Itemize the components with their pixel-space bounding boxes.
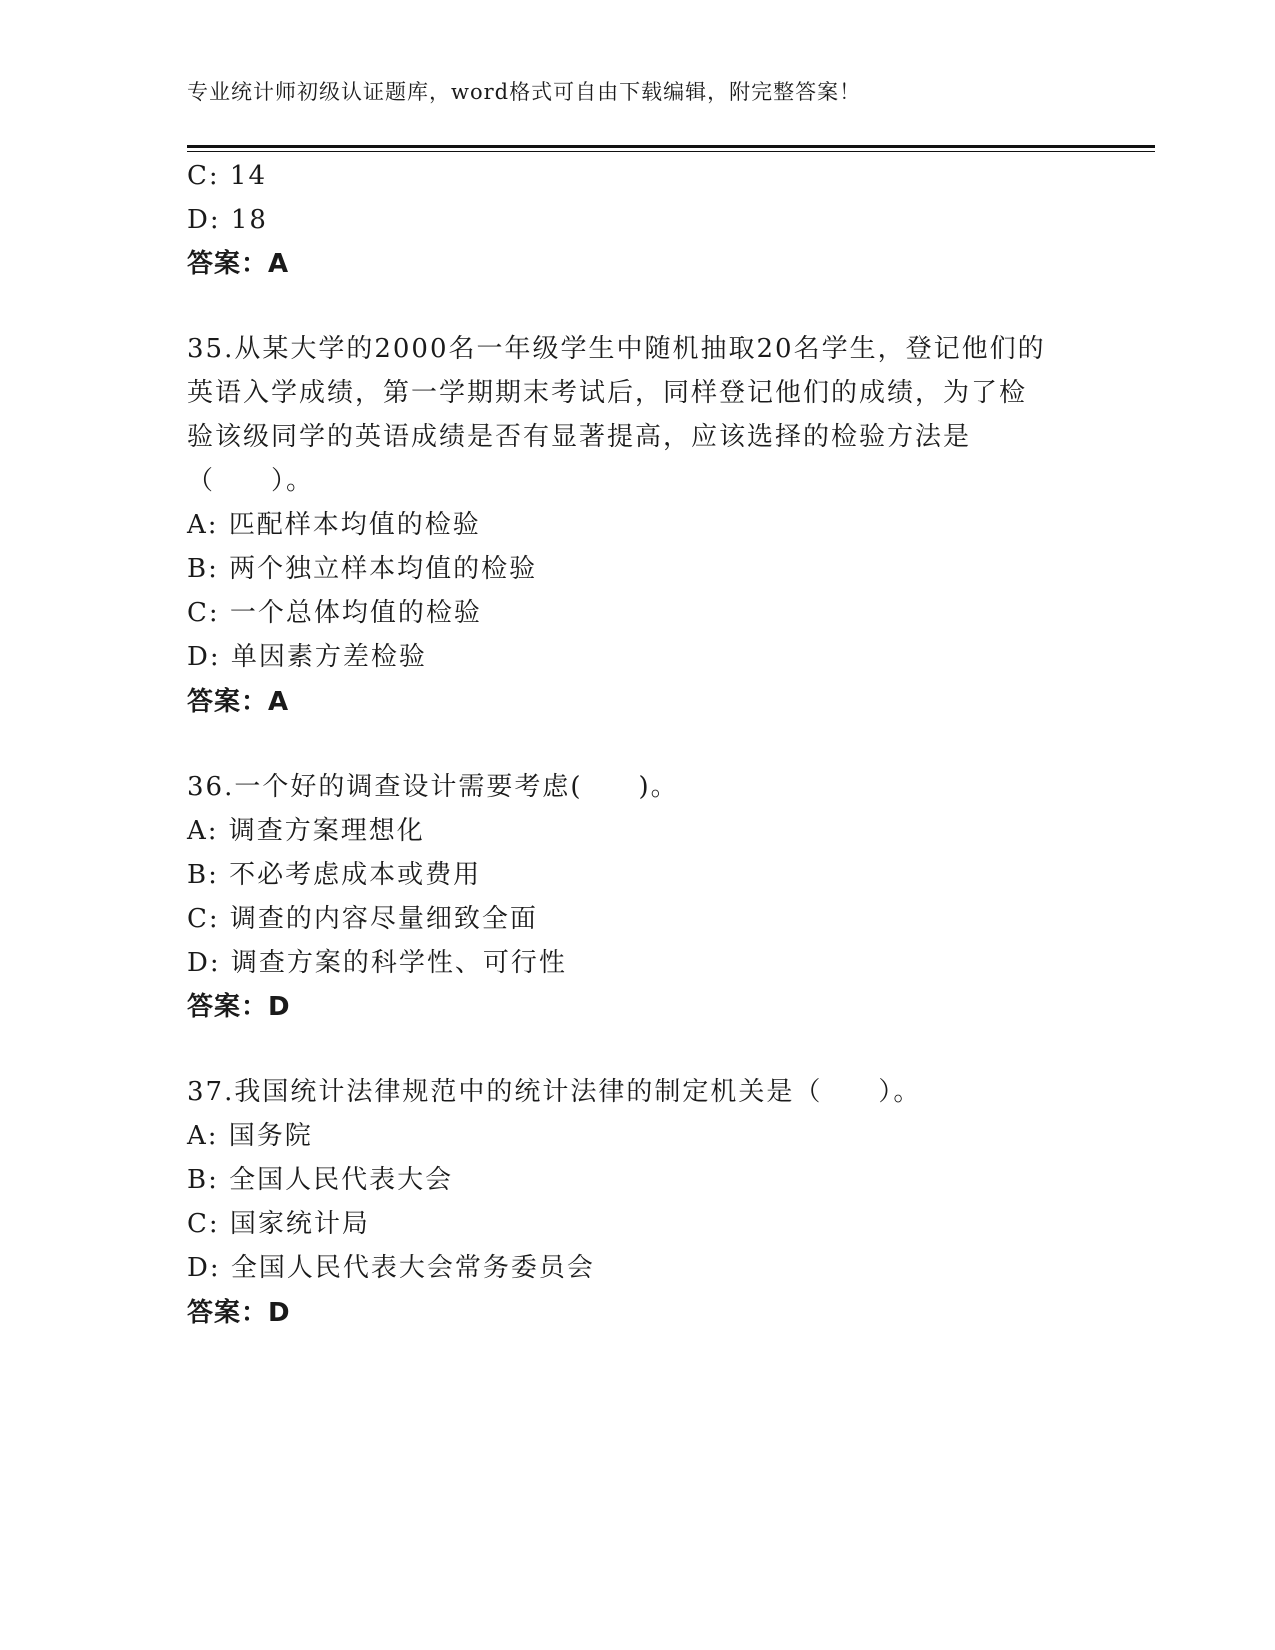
q35-answer: 答案：A xyxy=(187,687,290,717)
q36-option-d: D: 调查方案的科学性、可行性 xyxy=(187,948,567,978)
page-header: 专业统计师初级认证题库，word格式可自由下载编辑，附完整答案！ xyxy=(187,80,862,104)
q36-option-c: C: 调查的内容尽量细致全面 xyxy=(187,904,538,934)
q35-option-a: A: 匹配样本均值的检验 xyxy=(187,510,481,540)
q36-answer: 答案：D xyxy=(187,992,291,1022)
q37-option-a: A: 国务院 xyxy=(187,1121,313,1151)
q35-option-b: B: 两个独立样本均值的检验 xyxy=(187,554,538,584)
q36-option-b: B: 不必考虑成本或费用 xyxy=(187,860,482,890)
q35-option-d: D: 单因素方差检验 xyxy=(187,642,427,672)
q36-option-a: A: 调查方案理想化 xyxy=(187,816,425,846)
q35-option-c: C: 一个总体均值的检验 xyxy=(187,598,482,628)
q35-stem-line-1: 35.从某大学的2000名一年级学生中随机抽取20名学生，登记他们的 xyxy=(187,334,1046,364)
q35-stem-line-4: （ ）。 xyxy=(187,466,315,496)
q35-stem-line-3: 验该级同学的英语成绩是否有显著提高，应该选择的检验方法是 xyxy=(187,422,972,452)
q37-option-d: D: 全国人民代表大会常务委员会 xyxy=(187,1253,595,1283)
prev-option-c: C: 14 xyxy=(187,161,268,191)
header-divider-thick xyxy=(187,145,1155,148)
prev-option-d: D: 18 xyxy=(187,205,268,235)
q37-stem: 37.我国统计法律规范中的统计法律的制定机关是（ ）。 xyxy=(187,1077,922,1107)
q37-answer: 答案：D xyxy=(187,1298,291,1328)
q36-stem: 36.一个好的调查设计需要考虑( )。 xyxy=(187,772,679,802)
q37-option-b: B: 全国人民代表大会 xyxy=(187,1165,454,1195)
prev-answer: 答案：A xyxy=(187,249,290,279)
header-divider-thin xyxy=(187,151,1155,152)
q37-option-c: C: 国家统计局 xyxy=(187,1209,370,1239)
q35-stem-line-2: 英语入学成绩，第一学期期末考试后，同样登记他们的成绩，为了检 xyxy=(187,378,1028,408)
